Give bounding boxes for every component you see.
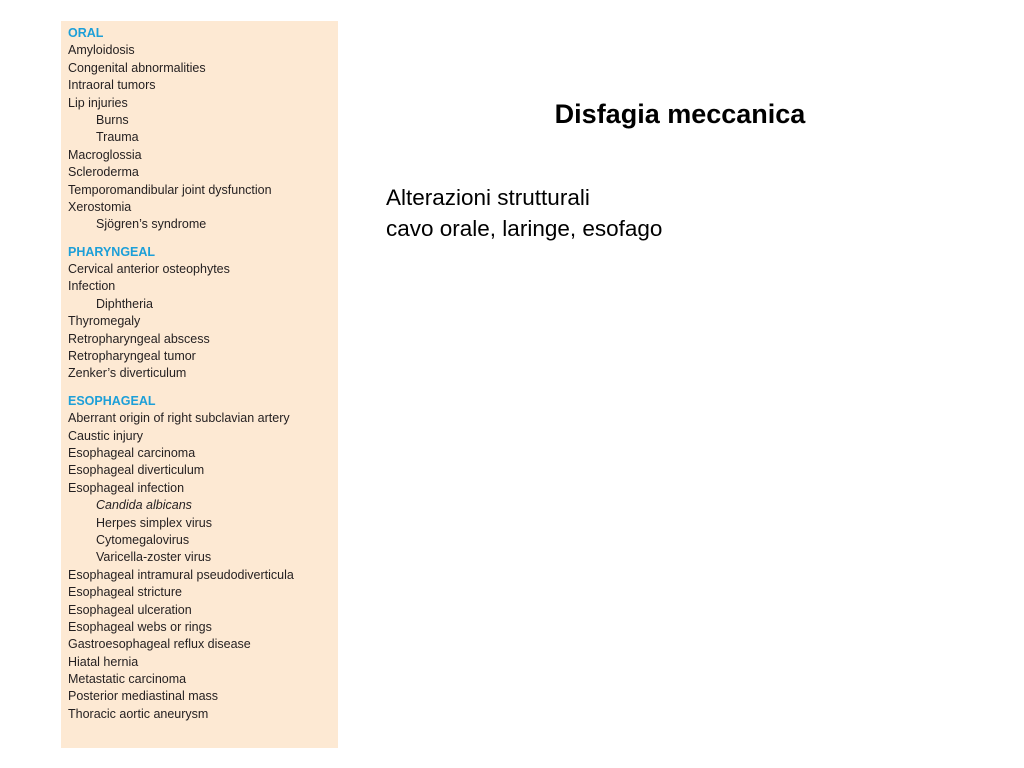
slide-title: Disfagia meccanica — [554, 99, 806, 129]
cause-item: Esophageal infection — [68, 480, 185, 495]
causes-section — [68, 393, 338, 723]
cause-item: Esophageal diverticulum — [68, 463, 205, 478]
cause-item: Thoracic aortic aneurysm — [68, 706, 209, 721]
cause-item: Intraoral tumors — [68, 78, 156, 93]
body-line: cavo orale, laringe, esofago — [386, 216, 663, 241]
cause-item: Scleroderma — [68, 165, 139, 180]
cause-item: Hiatal hernia — [68, 654, 139, 669]
cause-item: Infection — [68, 279, 116, 294]
cause-item: Posterior mediastinal mass — [68, 689, 219, 704]
cause-item: Esophageal carcinoma — [68, 445, 196, 460]
cause-item: Varicella-zoster virus — [96, 550, 212, 565]
cause-item: Macroglossia — [68, 147, 142, 162]
cause-item: Xerostomia — [68, 199, 132, 214]
cause-item: Amyloidosis — [68, 43, 135, 58]
cause-item: Lip injuries — [68, 95, 128, 110]
cause-item: Retropharyngeal abscess — [68, 331, 210, 346]
cause-item: Herpes simplex virus — [96, 515, 213, 530]
section-heading: PHARYNGEAL — [68, 244, 156, 259]
cause-item: Thyromegaly — [68, 314, 141, 329]
section-heading: ORAL — [68, 26, 104, 40]
cause-item: Caustic injury — [68, 428, 144, 443]
causes-section — [68, 244, 338, 383]
cause-item: Temporomandibular joint dysfunction — [68, 182, 272, 197]
cause-item: Burns — [96, 112, 129, 127]
cause-item: Gastroesophageal reflux disease — [68, 637, 251, 652]
cause-item: Esophageal ulceration — [68, 602, 192, 617]
cause-item: Congenital abnormalities — [68, 60, 206, 75]
cause-item: Diphtheria — [96, 296, 153, 311]
cause-item: Metastatic carcinoma — [68, 672, 187, 687]
causes-panel — [61, 21, 338, 748]
cause-item: Esophageal webs or rings — [68, 619, 212, 634]
cause-item: Esophageal stricture — [68, 585, 182, 600]
cause-item: Candida albicans — [96, 498, 192, 513]
causes-section — [68, 25, 338, 234]
cause-item: Zenker’s diverticulum — [68, 366, 187, 381]
body-line: Alterazioni strutturali — [386, 185, 590, 210]
section-heading: ESOPHAGEAL — [68, 393, 156, 408]
cause-item: Cervical anterior osteophytes — [68, 262, 230, 277]
cause-item: Aberrant origin of right subclavian artery — [68, 411, 290, 426]
cause-item: Cytomegalovirus — [96, 532, 190, 547]
cause-item: Retropharyngeal tumor — [68, 349, 196, 364]
slide-body — [386, 182, 662, 244]
cause-item: Trauma — [96, 130, 139, 145]
cause-item: Esophageal intramural pseudodiverticula — [68, 567, 294, 582]
cause-item: Sjögren’s syndrome — [96, 217, 207, 232]
